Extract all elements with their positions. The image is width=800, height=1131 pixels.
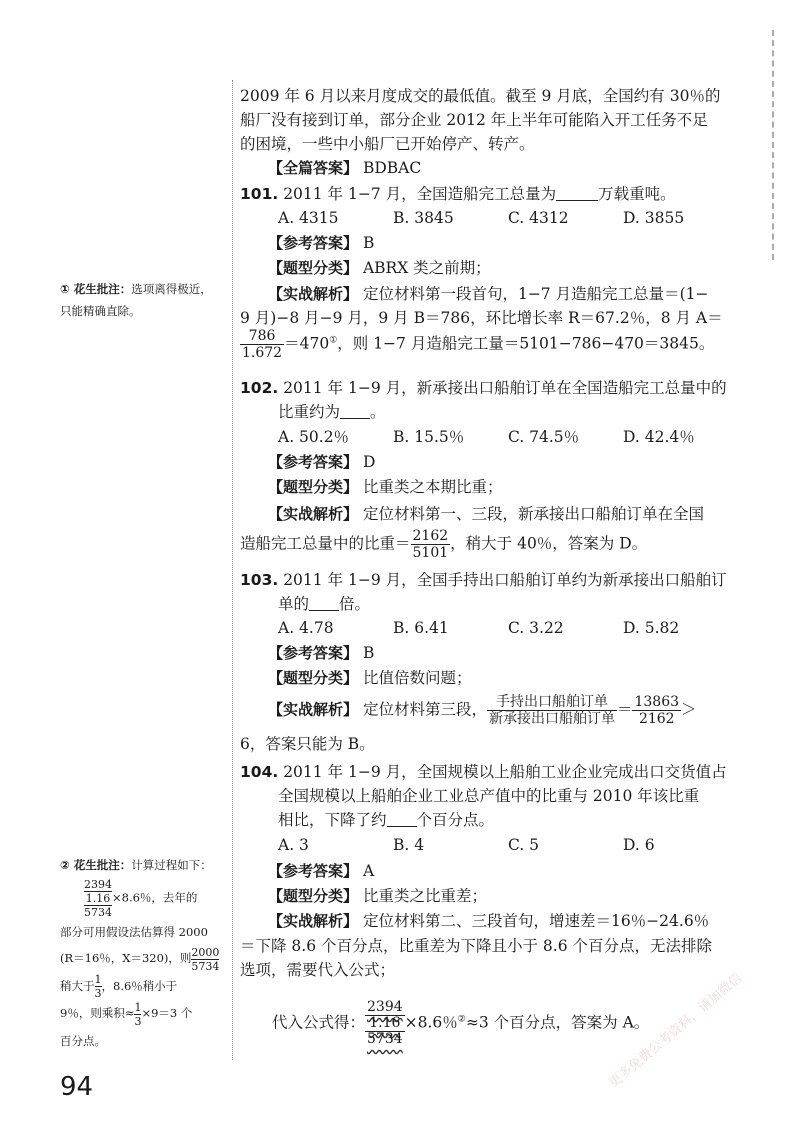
q101-blank — [556, 184, 598, 201]
q102-frac-den: 5101 — [412, 545, 449, 561]
side-note-2-frac-3-den: 3 — [94, 987, 102, 1000]
q104-stem-2: 全国规模以上船舶企业工业总产值中的比重与 2010 年该比重 — [278, 787, 700, 805]
page-number: 94 — [60, 1072, 94, 1102]
q101-answer-row — [268, 231, 788, 255]
q103-fraction-words — [487, 694, 617, 727]
side-note-1-text-2: 只能精确直除。 — [60, 304, 141, 318]
q101-analysis-row — [268, 282, 788, 306]
side-note-2-text-4: (R＝16％，X＝320)，则 — [60, 951, 192, 965]
q102-option-d: D. 42.4％ — [623, 428, 695, 446]
q104-stem-3a: 相比，下降了约 — [278, 811, 387, 829]
q103-stem-1 — [240, 568, 760, 592]
q104-type-row — [268, 884, 788, 908]
q104-answer: A — [362, 862, 375, 880]
q104-type: 比重类之比重差； — [362, 887, 487, 905]
q102-option-a: A. 50.2％ — [278, 428, 350, 446]
q101-option-c: C. 4312 — [508, 209, 569, 227]
q102-type: 比重类之本期比重； — [362, 478, 503, 496]
q102-stem-text-1: 2011 年 1−9 月，新承接出口船舶订单在全国造船完工总量中的 — [283, 379, 727, 397]
q103-frac2-num: 13863 — [634, 694, 680, 710]
q103-options — [278, 616, 798, 640]
side-note-2-text-5a: 稍大于 — [60, 978, 95, 993]
q101-type-row — [268, 256, 788, 280]
q102-answer: D — [362, 453, 376, 471]
intro-line-1: 2009 年 6 月以来月度成交的最低值。截至 9 月底，全国约有 30％的 — [240, 87, 721, 105]
q103-stem-2 — [278, 592, 798, 616]
q104-analysis-row — [268, 909, 788, 933]
all-answers-value: BDBAC — [362, 159, 422, 177]
q102-frac-num: 2162 — [412, 528, 449, 544]
q103-option-d: D. 5.82 — [623, 619, 680, 637]
q104-option-b: B. 4 — [393, 836, 425, 854]
q101-analysis-label: 【实战解析】 — [268, 285, 359, 303]
q101-stem-b: 万载重吨。 — [598, 185, 676, 203]
q103-frac2-den: 2162 — [638, 711, 675, 727]
q102-answer-label: 【参考答案】 — [268, 453, 359, 471]
q104-analysis-1: 定位材料第二、三段首句，增速差＝16％−24.6％ — [362, 912, 710, 930]
q101-analysis-1: 定位材料第一段首句，1−7 月造船完工总量＝(1− — [362, 285, 709, 303]
side-note-2-mid: 1.16 — [85, 892, 111, 905]
q101-analysis-3: ＝470 — [284, 334, 330, 353]
q103-stem-text-1: 2011 年 1−9 月，全国手持出口船舶订单约为新承接出口船舶订 — [283, 571, 727, 589]
q104-option-d: D. 6 — [623, 836, 655, 854]
q101-frac-den: 1.672 — [242, 345, 283, 361]
q102-stem-1 — [240, 376, 760, 400]
q101-fraction — [240, 328, 284, 361]
q104-stem-1 — [240, 760, 760, 784]
q103-type-label: 【题型分类】 — [268, 669, 359, 687]
q103-answer-label: 【参考答案】 — [268, 644, 359, 662]
side-note-2-top: 2394 — [84, 878, 112, 891]
q102-analysis-2b: ，稍大于 40％，答案为 D。 — [450, 534, 648, 553]
margin-divider — [232, 80, 233, 1060]
q101-type: ABRX 类之前期； — [362, 259, 491, 277]
q101-note-ref: ① — [329, 335, 338, 346]
side-note-2-text-3: 部分可用假设法估算得 2000 — [60, 925, 208, 939]
side-note-2-formula — [60, 878, 228, 919]
q103-equals: ＝ — [616, 700, 633, 719]
q104-formula-multiply: ×8.6％ — [404, 1013, 458, 1032]
q103-analysis-1: 定位材料第三段， — [362, 700, 487, 719]
q104-formula-top: 2394 — [367, 999, 403, 1015]
q103-frac1-num: 手持出口船舶订单 — [487, 694, 617, 711]
q103-answer-row — [268, 641, 788, 665]
q102-option-b: B. 15.5％ — [393, 428, 465, 446]
q102-analysis-label: 【实战解析】 — [268, 505, 359, 523]
q104-analysis-3: 选项，需要代入公式； — [240, 961, 396, 979]
q101-options — [278, 206, 798, 230]
q104-formula-bottom: 5734 — [367, 1031, 403, 1047]
side-note-2-text-5b: ，8.6％稍小于 — [101, 978, 178, 993]
q104-analysis-label: 【实战解析】 — [268, 912, 359, 930]
q102-options — [278, 425, 798, 449]
side-note-2-fraction — [84, 878, 112, 919]
q102-stem-2 — [278, 400, 798, 424]
q101-analysis-4: ，则 1−7 月造船完工量＝5101−786−470＝3845。 — [337, 334, 715, 353]
q102-type-label: 【题型分类】 — [268, 478, 359, 496]
q102-answer-row — [268, 450, 788, 474]
q101-answer: B — [362, 234, 375, 252]
q102-analysis-2-row — [240, 528, 760, 561]
side-note-2-frac-3-num: 1 — [94, 973, 102, 986]
q103-stem-2b: 倍。 — [339, 595, 371, 613]
q101-type-label: 【题型分类】 — [268, 259, 359, 277]
q102-analysis-row — [268, 502, 788, 526]
side-note-2-label: ② 花生批注： — [60, 858, 132, 872]
side-note-2-line-4 — [60, 945, 228, 973]
side-note-2-frac-2-den: 5734 — [191, 959, 220, 973]
q101-number: 101. — [240, 185, 279, 203]
q104-answer-row — [268, 859, 788, 883]
side-note-1 — [60, 276, 228, 324]
side-note-2-frac-3 — [95, 973, 102, 1000]
q102-stem-2b: 。 — [370, 403, 386, 421]
side-note-2-text-7: 百分点。 — [60, 1033, 106, 1048]
q104-answer-label: 【参考答案】 — [268, 862, 359, 880]
q103-type-row — [268, 666, 788, 690]
side-note-2-text-1: 计算过程如下： — [131, 858, 212, 872]
q104-option-a: A. 3 — [278, 836, 309, 854]
q101-option-a: A. 4315 — [278, 209, 339, 227]
q104-formula-mid: 1.16 — [365, 1016, 405, 1032]
side-note-2-line-5 — [60, 973, 228, 1001]
q102-stem-2a: 比重约为 — [278, 403, 341, 421]
side-note-2-text-6b: ×9＝3 个 — [141, 1006, 193, 1020]
q103-option-b: B. 6.41 — [393, 619, 449, 637]
q103-type: 比值倍数问题； — [362, 669, 472, 687]
intro-line-3: 的困境，一些中小船厂已开始停产、转产。 — [240, 135, 535, 153]
q103-blank — [309, 594, 339, 611]
watermark: 更多免费公考资料，请加微信 — [606, 970, 746, 1092]
q104-formula-prefix: 代入公式得： — [272, 1013, 366, 1032]
q103-option-c: C. 3.22 — [508, 619, 564, 637]
q104-stem-text-1: 2011 年 1−9 月，全国规模以上船舶工业企业完成出口交货值占 — [283, 763, 727, 781]
side-note-2-text-2: ×8.6％，去年的 — [112, 890, 198, 905]
q102-number: 102. — [240, 379, 279, 397]
q104-stem-3 — [278, 808, 798, 832]
side-note-2-text-6a: 9％，则乘积≈ — [60, 1006, 135, 1020]
q104-blank — [387, 810, 417, 827]
side-note-1-label: ① 花生批注： — [60, 282, 132, 296]
q102-analysis-2a: 造船完工总量中的比重＝ — [240, 534, 411, 553]
side-note-2-frac-2-num: 2000 — [191, 945, 220, 959]
all-answers-row — [268, 156, 788, 180]
q104-number: 104. — [240, 763, 279, 781]
q101-frac-num: 786 — [240, 328, 284, 345]
q101-stem-a: 2011 年 1−7 月，全国造船完工总量为 — [283, 185, 557, 203]
q103-answer: B — [362, 644, 375, 662]
side-note-2-frac-4-den: 3 — [134, 1014, 142, 1028]
q102-analysis-1: 定位材料第一、三段，新承接出口船舶订单在全国 — [362, 505, 704, 523]
q104-note-ref: ② — [457, 1014, 466, 1025]
q103-option-a: A. 4.78 — [278, 619, 334, 637]
side-note-1-text-1: 选项离得极近， — [131, 282, 212, 296]
side-note-2-bottom: 5734 — [84, 906, 112, 919]
q101-analysis-3-row — [240, 328, 760, 361]
q104-analysis-2: ＝下降 8.6 个百分点，比重差为下降且小于 8.6 个百分点，无法排除 — [240, 937, 713, 955]
q104-option-c: C. 5 — [508, 836, 540, 854]
q103-analysis-label: 【实战解析】 — [268, 700, 359, 719]
q103-greater: ＞ — [681, 700, 697, 719]
q103-fraction-values — [632, 694, 681, 727]
q104-options — [278, 833, 798, 857]
q104-type-label: 【题型分类】 — [268, 887, 359, 905]
q102-option-c: C. 74.5％ — [508, 428, 580, 446]
q102-fraction — [411, 528, 451, 561]
side-note-2-frac-2 — [191, 946, 219, 973]
q103-number: 103. — [240, 571, 279, 589]
q104-formula-result: ≈3 个百分点，答案为 A。 — [465, 1013, 650, 1032]
all-answers-label: 【全篇答案】 — [268, 159, 359, 177]
q101-analysis-2: 9 月)−8 月−9 月，9 月 B＝786，环比增长率 R＝67.2％，8 月 A＝ — [240, 309, 723, 327]
q103-analysis-row — [268, 694, 788, 727]
q102-blank — [340, 402, 370, 419]
q101-stem — [240, 182, 760, 206]
q103-analysis-2: 6，答案只能为 B。 — [240, 735, 375, 753]
q101-option-d: D. 3855 — [623, 209, 685, 227]
side-note-2-frac-4-num: 1 — [134, 1000, 142, 1014]
q101-answer-label: 【参考答案】 — [268, 234, 359, 252]
q102-type-row — [268, 475, 788, 499]
q103-frac1-den: 新承接出口船舶订单 — [488, 711, 615, 727]
intro-line-2: 船厂没有接到订单，部分企业 2012 年上半年可能陷入开工任务不足 — [240, 111, 708, 129]
q103-stem-2a: 单的 — [278, 595, 310, 613]
side-note-2 — [60, 852, 228, 1054]
q104-stem-3b: 个百分点。 — [416, 811, 495, 829]
side-note-2-line-6 — [60, 1000, 228, 1028]
q101-option-b: B. 3845 — [393, 209, 454, 227]
q104-formula-fraction — [365, 1000, 405, 1047]
